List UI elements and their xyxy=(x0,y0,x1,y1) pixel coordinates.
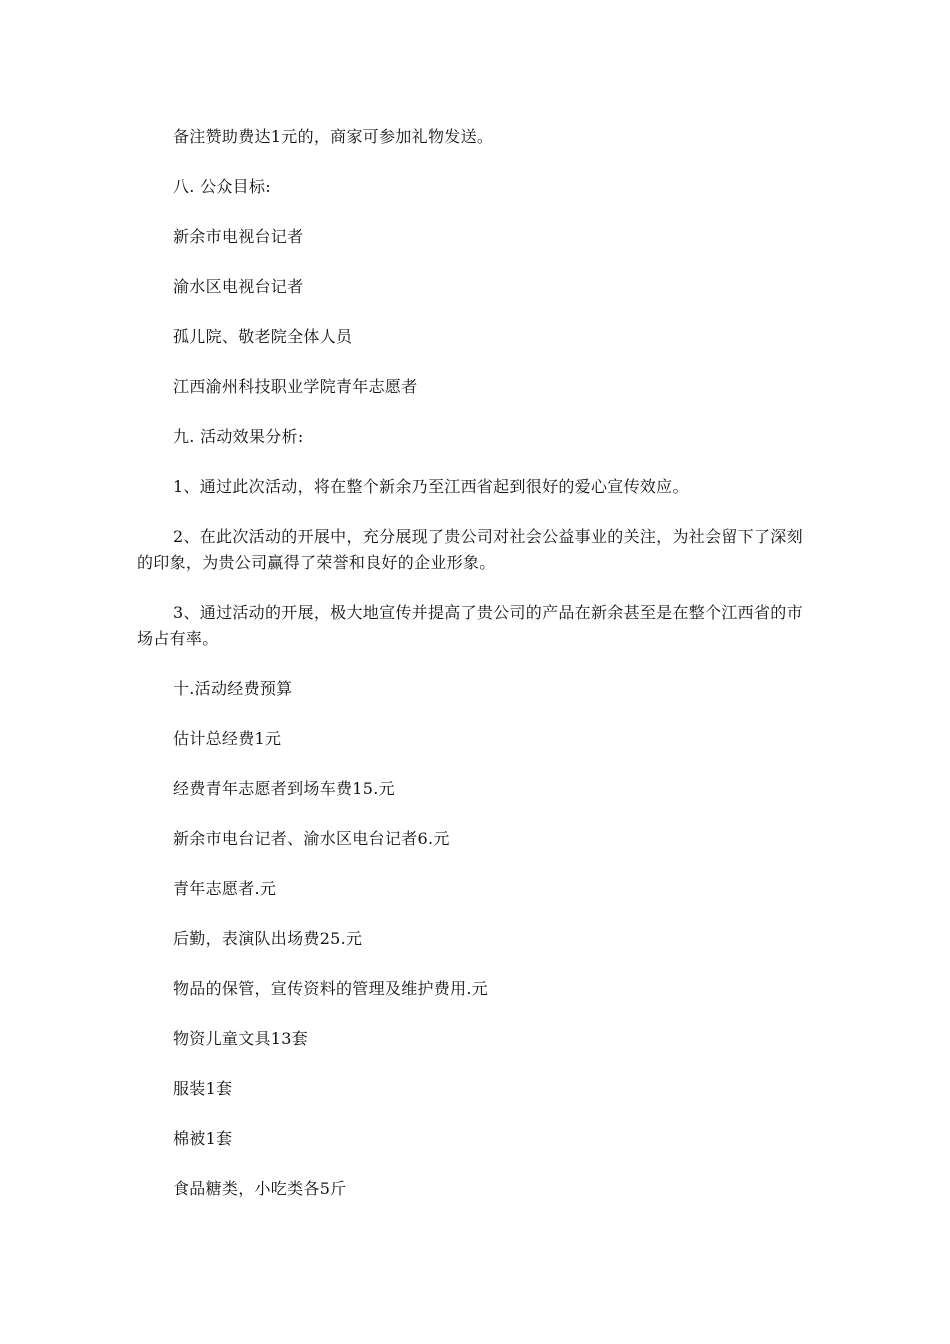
target-item: 新余市电视台记者 xyxy=(173,227,304,246)
budget-item: 经费青年志愿者到场车费15.元 xyxy=(173,779,395,798)
target-item: 渝水区电视台记者 xyxy=(173,277,304,296)
budget-item: 物资儿童文具13套 xyxy=(173,1029,309,1048)
heading-public-target: 八. 公众目标: xyxy=(173,177,271,196)
target-item: 孤儿院、敬老院全体人员 xyxy=(173,327,353,346)
budget-item: 食品糖类，小吃类各5斤 xyxy=(173,1179,347,1198)
effect-item: 2、在此次活动的开展中，充分展现了贵公司对社会公益事业的关注，为社会留下了深刻的印象，为贵公司赢得了荣誉和良好的企业形象。 xyxy=(137,527,803,572)
budget-item: 后勤，表演队出场费25.元 xyxy=(173,929,363,948)
budget-item: 估计总经费1元 xyxy=(173,729,282,748)
budget-item: 新余市电台记者、渝水区电台记者6.元 xyxy=(173,829,450,848)
budget-item: 青年志愿者.元 xyxy=(173,879,277,898)
budget-item: 服装1套 xyxy=(173,1079,233,1098)
document-body xyxy=(137,124,813,1202)
heading-effect-analysis: 九. 活动效果分析: xyxy=(173,427,304,446)
effect-item: 3、通过活动的开展，极大地宣传并提高了贵公司的产品在新余甚至是在整个江西省的市场占有率。 xyxy=(137,603,803,648)
heading-budget: 十.活动经费预算 xyxy=(173,679,293,698)
target-item: 江西渝州科技职业学院青年志愿者 xyxy=(173,377,418,396)
budget-item: 棉被1套 xyxy=(173,1129,233,1148)
effect-item: 1、通过此次活动，将在整个新余乃至江西省起到很好的爱心宣传效应。 xyxy=(173,477,689,496)
budget-item: 物品的保管，宣传资料的管理及维护费用.元 xyxy=(173,979,489,998)
note-sponsorship: 备注赞助费达1元的，商家可参加礼物发送。 xyxy=(173,127,494,146)
